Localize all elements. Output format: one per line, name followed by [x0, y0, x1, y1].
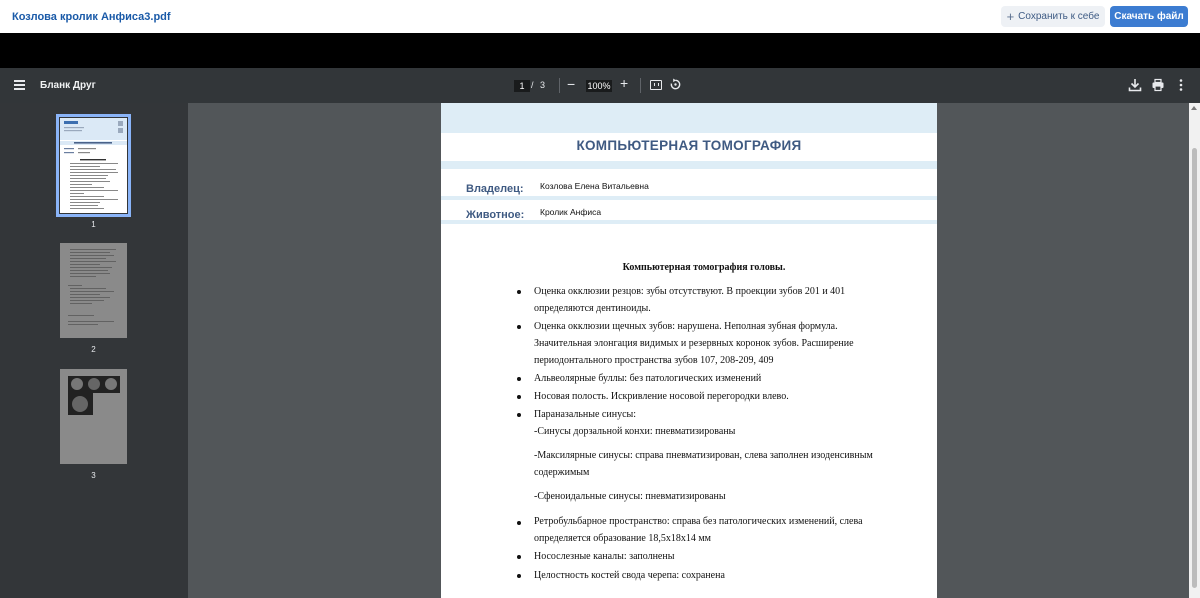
page-thumbnail-2[interactable] — [60, 243, 127, 338]
document-title: КОМПЬЮТЕРНАЯ ТОМОГРАФИЯ — [576, 138, 802, 153]
save-to-account-button[interactable] — [1001, 6, 1105, 27]
header-band — [441, 103, 937, 133]
report-line: Оценка окклюзии щечных зубов: нарушена. Неполная зубная формула. — [534, 321, 838, 332]
more-options-icon[interactable] — [1174, 78, 1188, 92]
menu-icon[interactable] — [14, 80, 25, 90]
toolbar-divider — [559, 78, 560, 93]
thumbnail-label: 1 — [91, 220, 96, 229]
thumbnail-label: 3 — [91, 471, 96, 480]
report-line: периодонтального пространства зубов 107, 208-209, 409 — [534, 355, 774, 366]
bullet-icon — [517, 395, 521, 399]
animal-label: Животное: — [466, 209, 525, 221]
owner-value: Козлова Елена Витальевна — [540, 181, 649, 191]
page-total: 3 — [540, 80, 546, 90]
report-line: -Сфеноидальные синусы: пневматизированы — [534, 491, 726, 502]
report-line: Целостность костей свода черепа: сохранена — [534, 570, 725, 581]
report-line: Значительная элонгация видимых и резервных коронок зубов. Расширение — [534, 338, 854, 349]
page-separator: / — [531, 80, 534, 90]
document-viewport[interactable] — [188, 103, 1189, 598]
document-name: Бланк Друг — [40, 80, 96, 91]
report-line: Параназальные синусы: — [534, 409, 637, 420]
thumbnail-preview — [60, 118, 127, 213]
report-heading: Компьютерная томография головы. — [622, 262, 786, 273]
field-divider — [441, 196, 937, 200]
plus-icon: + — [1006, 9, 1015, 24]
bullet-icon — [517, 521, 521, 525]
zoom-input[interactable]: 100% — [587, 81, 611, 91]
save-button-label: Сохранить к себе — [1018, 11, 1100, 22]
report-line: Носовая полость. Искривление носовой перегородки влево. — [534, 391, 789, 402]
report-line: Носослезные каналы: заполнены — [534, 551, 675, 562]
bullet-icon — [517, 413, 521, 417]
report-line: определяется образование 18,5х18х14 мм — [534, 533, 711, 544]
bullet-icon — [517, 555, 521, 559]
download-icon[interactable] — [1128, 78, 1142, 92]
rotate-icon[interactable] — [669, 78, 682, 91]
bullet-icon — [517, 574, 521, 578]
report-line: Альвеолярные буллы: без патологических изменений — [534, 373, 762, 384]
file-title: Козлова кролик Анфиса3.pdf — [12, 11, 171, 23]
header-band — [441, 161, 937, 169]
zoom-out-icon[interactable]: − — [567, 76, 576, 92]
thumbnail-preview — [60, 243, 127, 338]
thumbnail-label: 2 — [91, 345, 96, 354]
fit-page-icon[interactable] — [650, 80, 662, 90]
download-file-button[interactable]: Скачать файл — [1110, 6, 1188, 27]
toolbar-divider — [640, 78, 641, 93]
page-thumbnail-3[interactable] — [60, 369, 127, 464]
report-line: Оценка окклюзии резцов: зубы отсутствуют. В проекции зубов 201 и 401 — [534, 286, 846, 297]
zoom-in-icon[interactable]: + — [620, 75, 629, 91]
scrollbar-thumb[interactable] — [1192, 148, 1197, 588]
report-line: Ретробульбарное пространство: справа без патологических изменений, слева — [534, 516, 863, 527]
pdf-page — [441, 103, 937, 598]
report-line: -Синусы дорзальной конхи: пневматизированы — [534, 426, 736, 437]
scroll-up-arrow-icon[interactable] — [1191, 106, 1197, 110]
page-number-input[interactable]: 1 — [514, 80, 530, 92]
app-header — [0, 0, 1200, 33]
bullet-icon — [517, 325, 521, 329]
report-line: -Максилярные синусы: справа пневматизирован, слева заполнен изоденсивным — [534, 450, 873, 461]
report-line: определяются дентиноиды. — [534, 303, 651, 314]
bullet-icon — [517, 290, 521, 294]
owner-label: Владелец: — [466, 183, 524, 195]
report-line: содержимым — [534, 467, 590, 478]
print-icon[interactable] — [1151, 78, 1165, 92]
animal-value: Кролик Анфиса — [540, 207, 602, 217]
thumbnail-preview — [60, 369, 127, 464]
bullet-icon — [517, 377, 521, 381]
spacer-band — [0, 33, 1200, 68]
pdf-toolbar — [0, 68, 1200, 103]
page-thumbnail-1[interactable] — [60, 118, 127, 213]
